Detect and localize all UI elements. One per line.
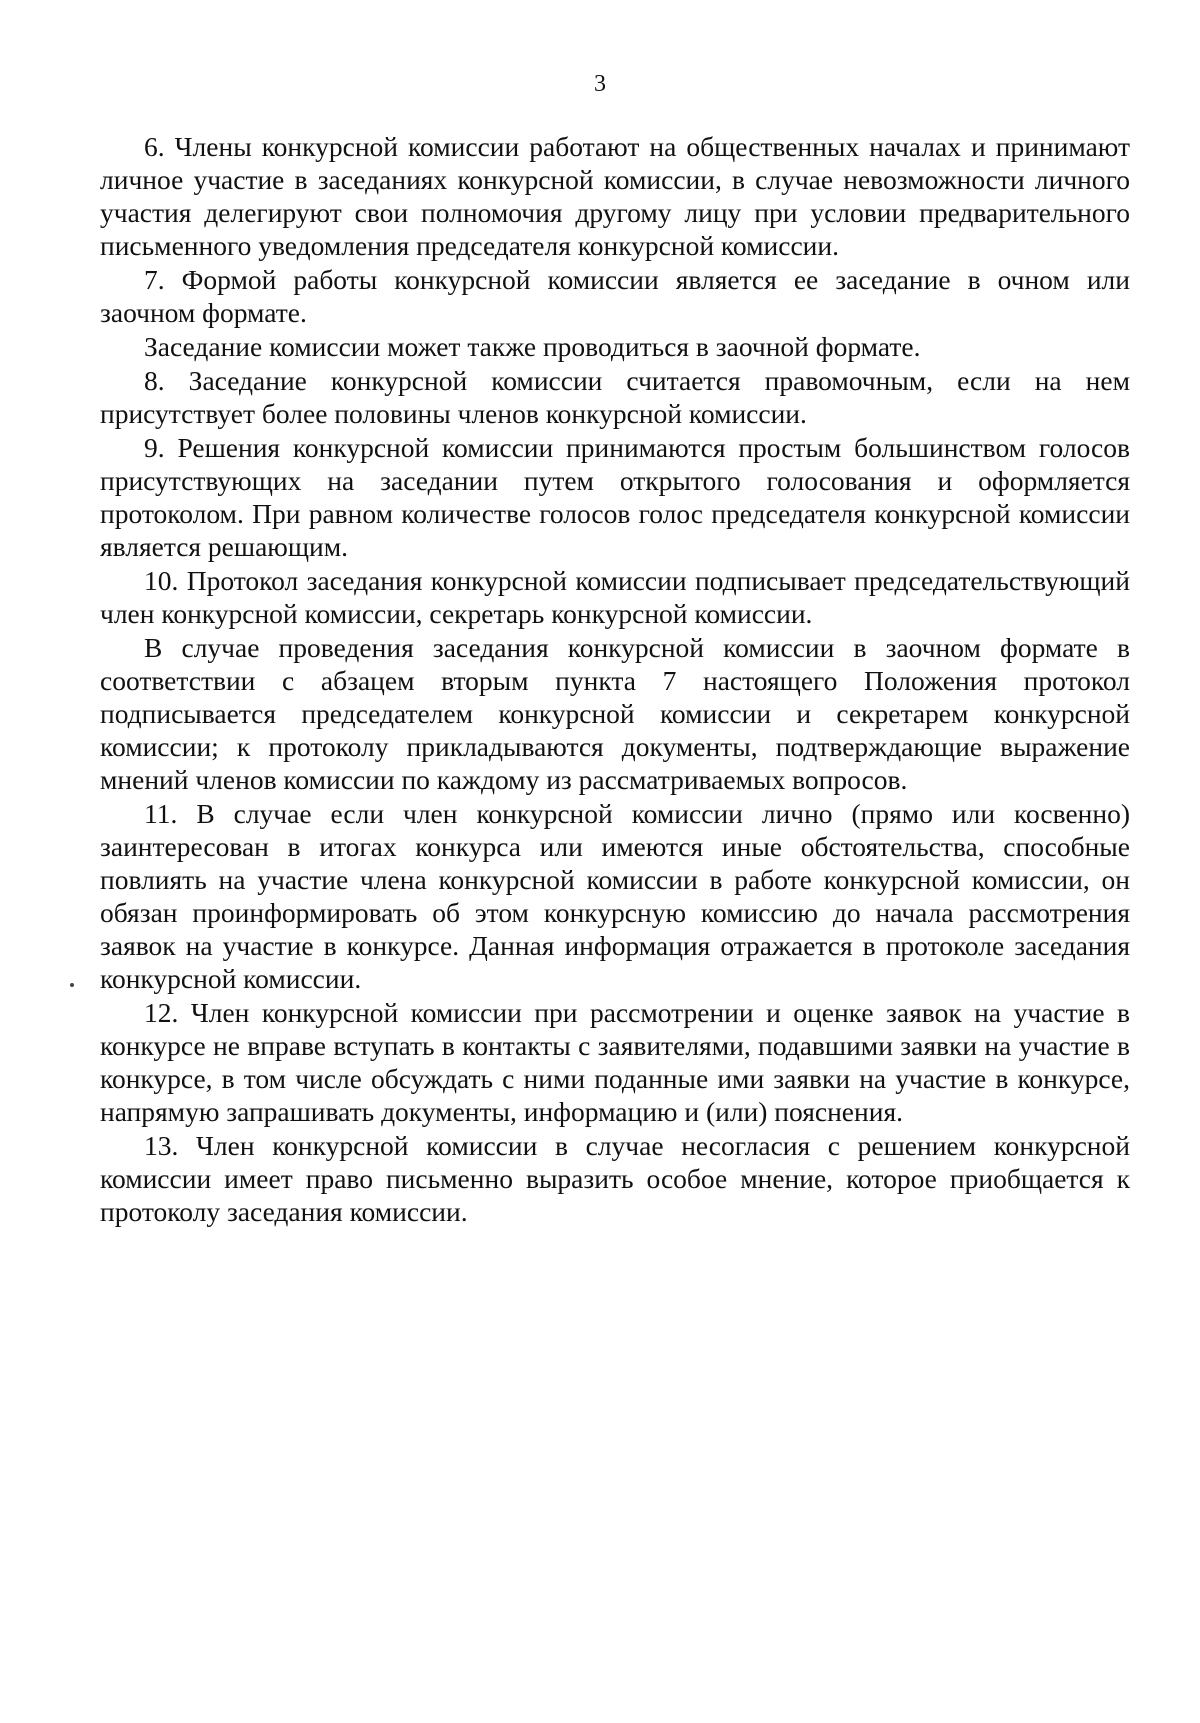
paragraph-8: 8. Заседание конкурсной комиссии считается правомочным, если на нем присутствует более половины членов конкурсной комиссии. (100, 365, 1130, 429)
paragraph-13: 13. Член конкурсной комиссии в случае несогласия с решением конкурсной комиссии имеет право письменно выразить особое мнение, которое приобщается к протоколу заседания комиссии. (100, 1130, 1130, 1227)
paragraph-7: 7. Формой работы конкурсной комиссии является ее заседание в очном или заочном формате. (100, 264, 1130, 328)
page-number: 3 (594, 71, 606, 97)
document-body (100, 130, 1130, 1228)
paragraph-9: 9. Решения конкурсной комиссии принимаются простым большинством голосов присутствующих на заседании путем открытого голосования и оформляется протоколом. При равном количестве голосов голос председателя конкурсной комиссии является решающим. (100, 432, 1130, 562)
paragraph-11: 11. В случае если член конкурсной комиссии лично (прямо или косвенно) заинтересован в итогах конкурса или имеются иные обстоятельства, способные повлиять на участие члена конкурсной комиссии в работе конкурсной комиссии, он обязан проинформировать об этом конкурсную комиссию до начала рассмотрения заявок на участие в конкурсе. Данная информация отражается в протоколе заседания конкурсной комиссии. (100, 798, 1130, 994)
paragraph-7-second: Заседание комиссии может также проводиться в заочной формате. (144, 331, 921, 362)
paragraph-10: 10. Протокол заседания конкурсной комиссии подписывает председательствующий член конкурсной комиссии, секретарь конкурсной комиссии. (100, 565, 1130, 629)
paragraph-12: 12. Член конкурсной комиссии при рассмотрении и оценке заявок на участие в конкурсе не вправе вступать в контакты с заявителями, подавшими заявки на участие в конкурсе, в том числе обсуждать с ними поданные ими заявки на участие в конкурсе, напрямую запрашивать документы, информацию и (или) пояснения. (100, 997, 1130, 1127)
scan-speck (70, 983, 74, 987)
paragraph-10-second: В случае проведения заседания конкурсной комиссии в заочном формате в соответствии с абзацем вторым пункта 7 настоящего Положения протокол подписывается председателем конкурсной комиссии и секретарем конкурсной комиссии; к протоколу прикладываются документы, подтверждающие выражение мнений членов комиссии по каждому из рассматриваемых вопросов. (100, 632, 1130, 795)
paragraph-6: 6. Члены конкурсной комиссии работают на общественных началах и принимают личное участие в заседаниях конкурсной комиссии, в случае невозможности личного участия делегируют свои полномочия другому лицу при условии предварительного письменного уведомления председателя конкурсной комиссии. (100, 131, 1130, 261)
